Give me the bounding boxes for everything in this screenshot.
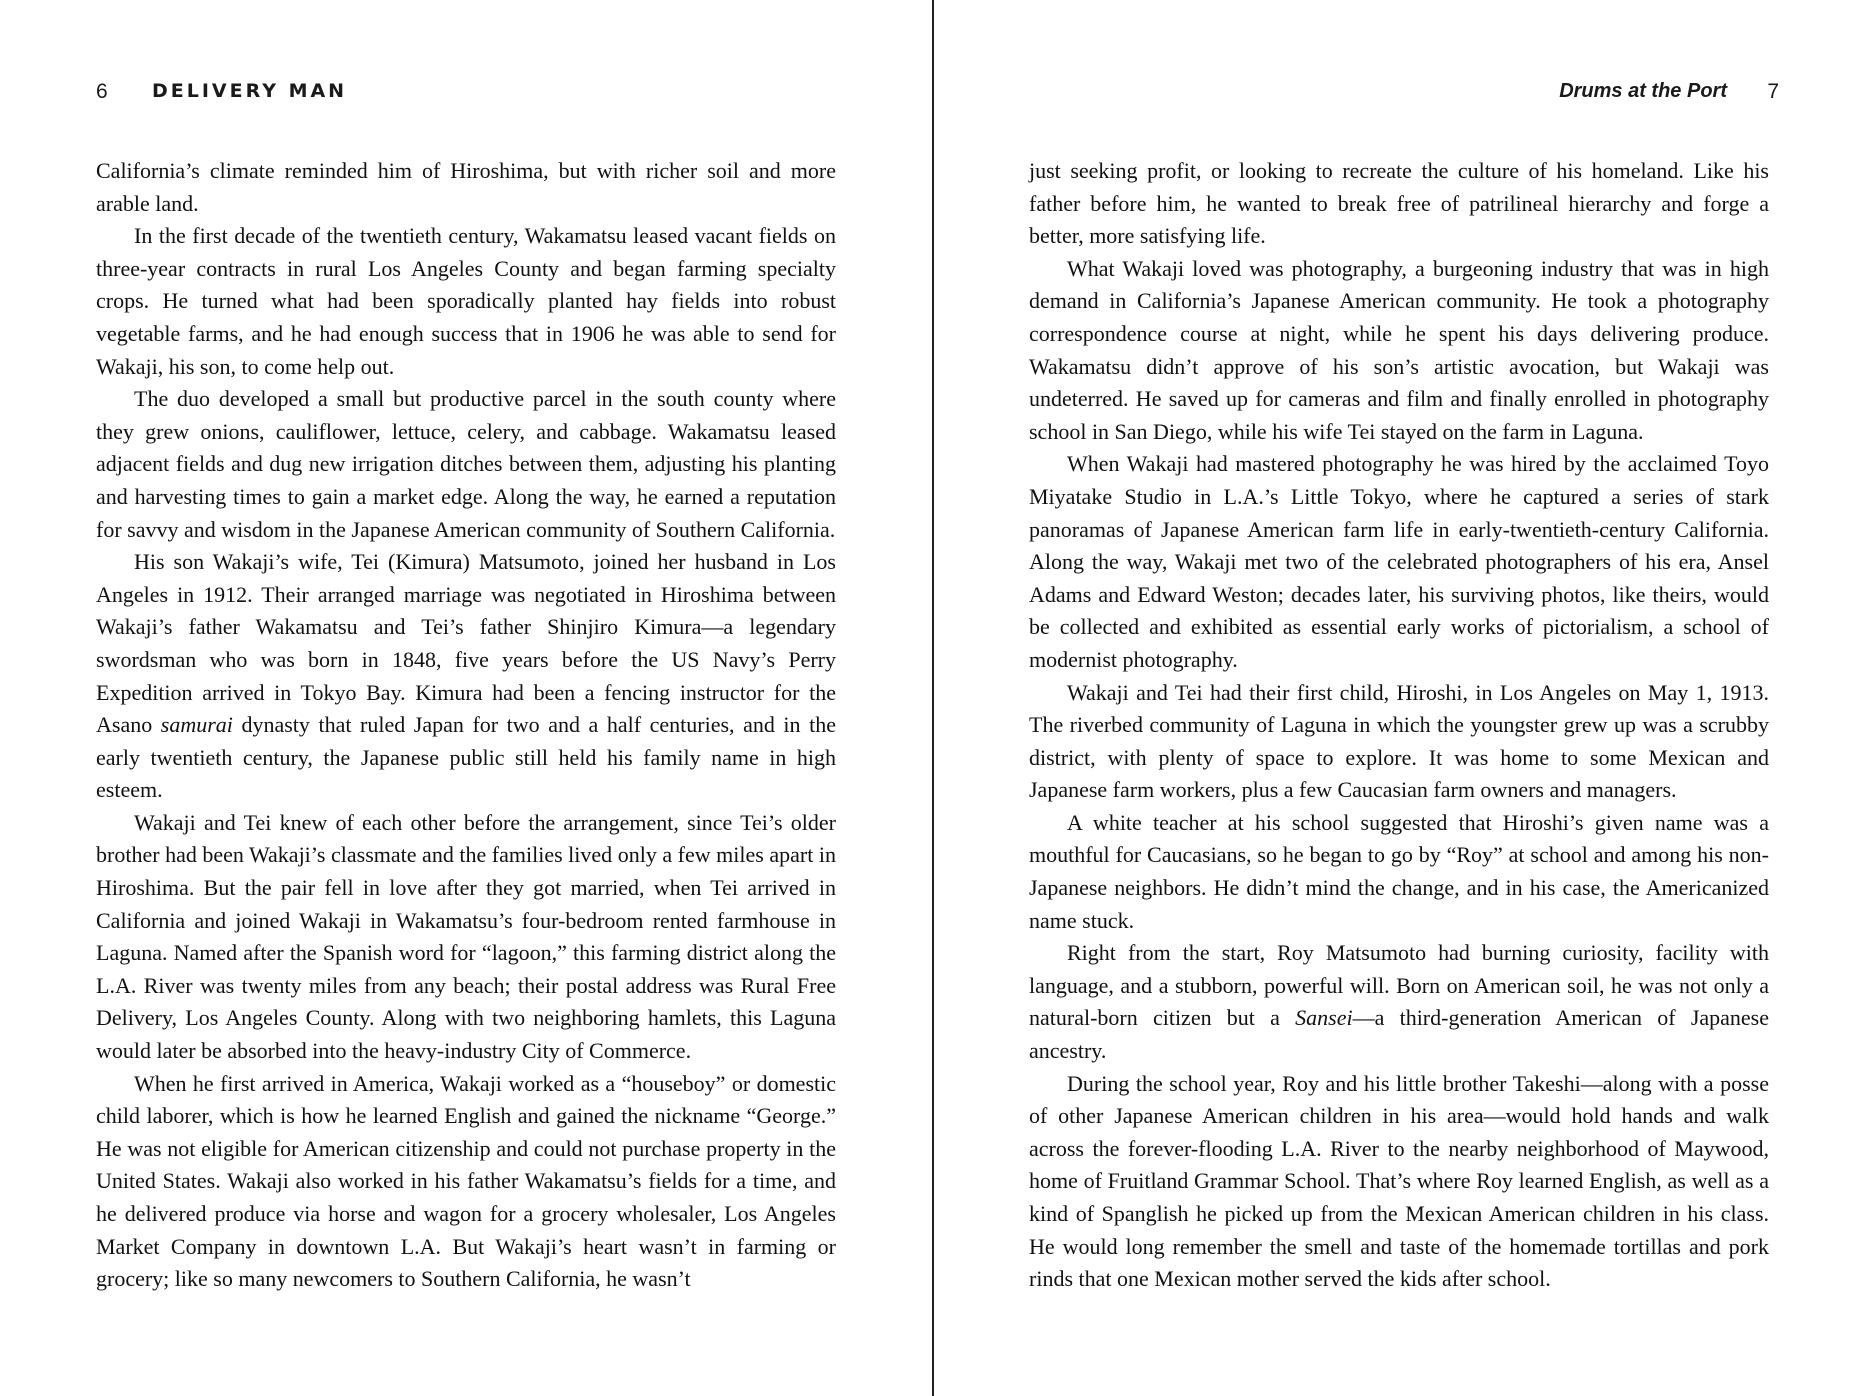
- paragraph-text: —a third-generation American of Japanese ancestry.: [1029, 1005, 1769, 1064]
- paragraph: When Wakaji had mastered photography he was hired by the acclaimed Toyo Miyatake Studio in L.A.’s Little Tokyo, where he captured a series of stark panoramas of Japanese American farm life in early-twentieth-century California. Along the way, Wakaji met two of the celebrated photographers of his era, Ansel Adams and Edward Weston; decades later, his surviving photos, like theirs, would be collected and exhibited as essential early works of pictorialism, a school of modernist photography.: [1029, 451, 1769, 672]
- right-page: [1029, 0, 1779, 1396]
- paragraph: During the school year, Roy and his little brother Takeshi—along with a posse of other Japanese American children in his area—would hold hands and walk across the forever-flooding L.A. River to the nearby neighborhood of Maywood, home of Fruitland Grammar School. That’s where Roy learned English, as well as a kind of Spanglish he picked up from the Mexican American children in his class. He would long remember the smell and taste of the homemade tortillas and pork rinds that one Mexican mother served the kids after school.: [1029, 1070, 1769, 1292]
- paragraph: Wakaji and Tei had their first child, Hiroshi, in Los Angeles on May 1, 1913. The riverbed community of Laguna in which the youngster grew up was a scrubby district, with plenty of space to explore. It was home to some Mexican and Japanese farm workers, plus a few Caucasian farm owners and managers.: [1029, 679, 1769, 803]
- paragraph: A white teacher at his school suggested that Hiroshi’s given name was a mouthful for Caucasians, so he began to go by “Roy” at school and among his non-Japanese neighbors. He didn’t mind the change, and in his case, the Americanized name stuck.: [1029, 809, 1769, 933]
- right-running-head: Drums at the Port: [1559, 80, 1727, 102]
- paragraph: In the first decade of the twentieth century, Wakamatsu leased vacant fields on three-year contracts in rural Los Angeles County and began farming specialty crops. He turned what had been sporadically planted hay fields into robust vegetable farms, and he had enough success that in 1906 he was able to send for Wakaji, his son, to come help out.: [96, 223, 836, 379]
- right-page-header: [1029, 80, 1779, 106]
- paragraph: California’s climate reminded him of Hiroshima, but with richer soil and more arable land.: [96, 158, 836, 216]
- left-page-body: [96, 155, 836, 1296]
- paragraph: just seeking profit, or looking to recreate the culture of his homeland. Like his father before him, he wanted to break free of patrilineal hierarchy and forge a better, more satisfying life.: [1029, 158, 1769, 249]
- right-page-body: [1029, 155, 1769, 1296]
- right-page-number: 7: [1767, 80, 1779, 103]
- italic-term: Sansei: [1295, 1005, 1353, 1031]
- page-gutter-divider: [932, 0, 934, 1396]
- left-page-number: 6: [96, 80, 108, 103]
- paragraph: [96, 546, 836, 807]
- left-page-header: [96, 80, 846, 106]
- paragraph: When he first arrived in America, Wakaji worked as a “houseboy” or domestic child laborer, which is how he learned English and gained the nickname “George.” He was not eligible for American citizenship and could not purchase property in the United States. Wakaji also worked in his father Wakamatsu’s fields for a time, and he delivered produce via horse and wagon for a grocery wholesaler, Los Angeles Market Company in downtown L.A. But Wakaji’s heart wasn’t in farming or grocery; like so many newcomers to Southern California, he wasn’t: [96, 1070, 836, 1292]
- paragraph: Wakaji and Tei knew of each other before the arrangement, since Tei’s older brother had been Wakaji’s classmate and the families lived only a few miles apart in Hiroshima. But the pair fell in love after they got married, when Tei arrived in California and joined Wakaji in Wakamatsu’s four-bedroom rented farmhouse in Laguna. Named after the Spanish word for “lagoon,” this farming district along the L.A. River was twenty miles from any beach; their postal address was Rural Free Delivery, Los Angeles County. Along with two neighboring hamlets, this Laguna would later be absorbed into the heavy-industry City of Commerce.: [96, 809, 836, 1064]
- paragraph-text: Right from the start, Roy Matsumoto had burning curiosity, facility with language, and a stubborn, powerful will. Born on American soil, he was not only a natural-born citizen but a: [1029, 940, 1769, 1031]
- paragraph: The duo developed a small but productive parcel in the south county where they grew onions, cauliflower, lettuce, celery, and cabbage. Wakamatsu leased adjacent fields and dug new irrigation ditches between them, adjusting his planting and harvesting times to gain a market edge. Along the way, he earned a reputation for savvy and wisdom in the Japanese American community of Southern California.: [96, 386, 836, 542]
- paragraph-text: dynasty that ruled Japan for two and a half centuries, and in the early twentieth century, the Japanese public still held his family name in high esteem.: [96, 712, 836, 803]
- left-page: [96, 0, 846, 1396]
- italic-term: samurai: [160, 712, 233, 738]
- paragraph: [1029, 937, 1769, 1067]
- paragraph: What Wakaji loved was photography, a burgeoning industry that was in high demand in California’s Japanese American community. He took a photography correspondence course at night, while he spent his days delivering produce. Wakamatsu didn’t approve of his son’s artistic avocation, but Wakaji was undeterred. He saved up for cameras and film and finally enrolled in photography school in San Diego, while his wife Tei stayed on the farm in Laguna.: [1029, 255, 1769, 444]
- left-running-head: DELIVERY MAN: [152, 80, 348, 102]
- paragraph-text: His son Wakaji’s wife, Tei (Kimura) Matsumoto, joined her husband in Los Angeles in 1912. Their arranged marriage was negotiated in Hiroshima between Wakaji’s father Wakamatsu and Tei’s father Shinjiro Kimura—a legendary swordsman who was born in 1848, five years before the US Navy’s Perry Expedition arrived in Tokyo Bay. Kimura had been a fencing instructor for the Asano: [96, 549, 836, 738]
